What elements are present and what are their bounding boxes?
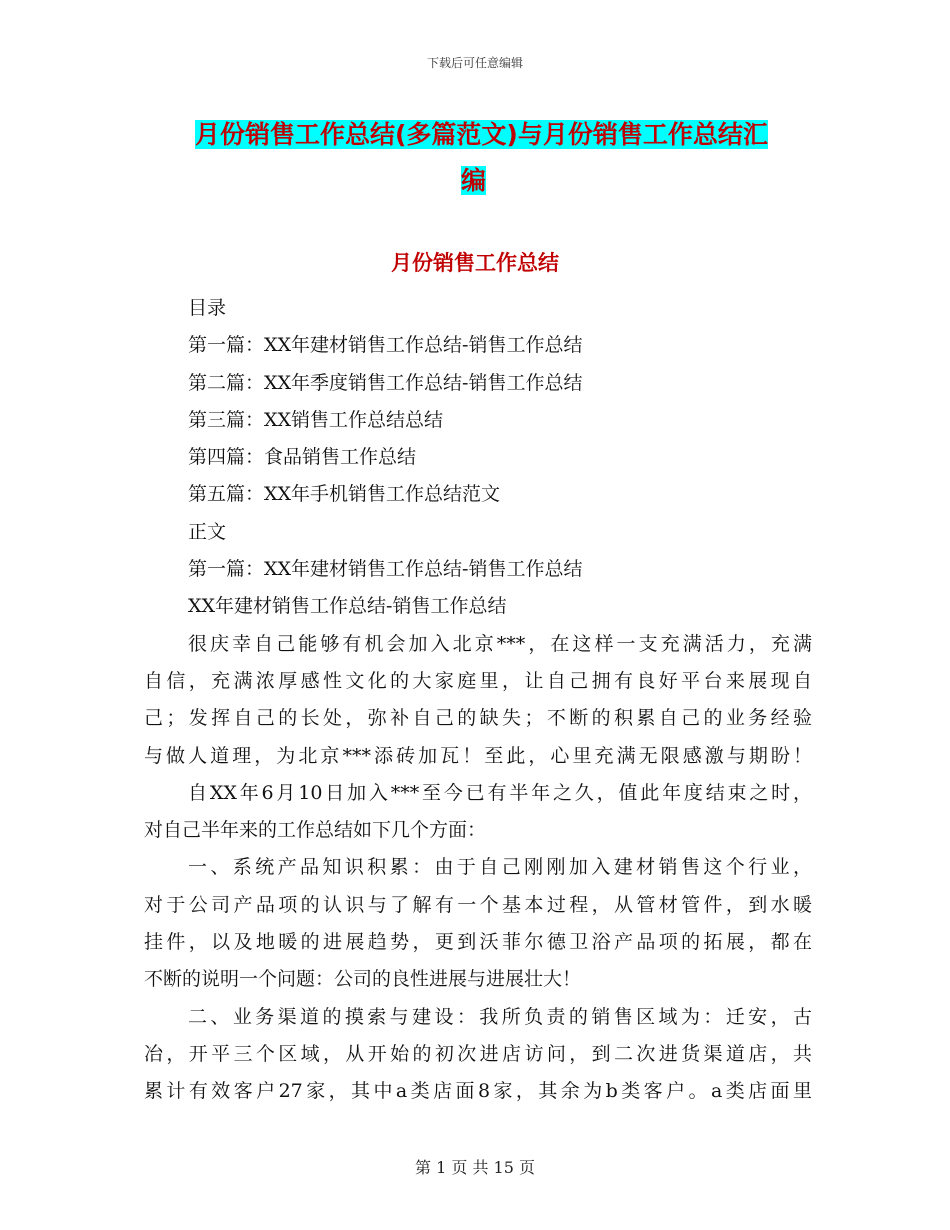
text-line: 第一篇：XX年建材销售工作总结-销售工作总结 (188, 558, 583, 581)
text-line: 第四篇：食品销售工作总结 (188, 446, 417, 469)
text-line: 对自己半年来的工作总结如下几个方面： (144, 819, 487, 842)
text-line: XX年建材销售工作总结-销售工作总结 (188, 595, 507, 618)
title-line-1: 月份销售工作总结(多篇范文)与月份销售工作总结汇 (195, 120, 768, 149)
text-line: 累计有效客户27家，其中a类店面8家，其余为b类客户。a类店面里 (144, 1080, 812, 1103)
text-line: 正文 (188, 520, 227, 543)
text-line: 二、业务渠道的摸索与建设：我所负责的销售区域为：迁安，古 (188, 1005, 812, 1028)
text-line: 目录 (188, 297, 227, 319)
text-line: 很庆幸自己能够有机会加入北京***，在这样一支充满活力，充满 (188, 632, 812, 655)
document-title (0, 112, 950, 204)
title-line-2: 编 (461, 166, 487, 195)
text-line: 第一篇：XX年建材销售工作总结-销售工作总结 (188, 334, 583, 357)
text-line: 对于公司产品项的认识与了解有一个基本过程，从管材管件，到水暖 (144, 893, 812, 916)
text-line: 第三篇：XX销售工作总结总结 (188, 408, 444, 431)
text-line: 己；发挥自己的长处，弥补自己的缺失；不断的积累自己的业务经验 (144, 707, 812, 730)
text-line: 一、系统产品知识积累：由于自己刚刚加入建材销售这个行业， (188, 856, 812, 879)
text-line: 自信，充满浓厚感性文化的大家庭里，让自己拥有良好平台来展现自 (144, 669, 812, 692)
page-footer: 第 1 页 共 15 页 (415, 1158, 535, 1177)
text-line: 第二篇：XX年季度销售工作总结-销售工作总结 (188, 371, 583, 394)
text-line: 第五篇：XX年手机销售工作总结范文 (188, 483, 501, 506)
text-line: 冶，开平三个区域，从开始的初次进店访问，到二次进货渠道店，共 (144, 1042, 812, 1065)
text-line: 与做人道理，为北京***添砖加瓦！至此，心里充满无限感激与期盼！ (144, 744, 812, 767)
section-title: 月份销售工作总结 (391, 251, 559, 275)
text-line: 挂件，以及地暖的进展趋势，更到沃菲尔德卫浴产品项的拓展，都在 (144, 931, 812, 954)
header-note: 下载后可任意编辑 (426, 56, 523, 70)
text-line: 不断的说明一个问题：公司的良性进展与进展壮大！ (144, 968, 582, 991)
body-text (144, 290, 812, 1111)
text-line: 自XX年6月10日加入***至今已有半年之久，值此年度结束之时， (188, 781, 812, 804)
